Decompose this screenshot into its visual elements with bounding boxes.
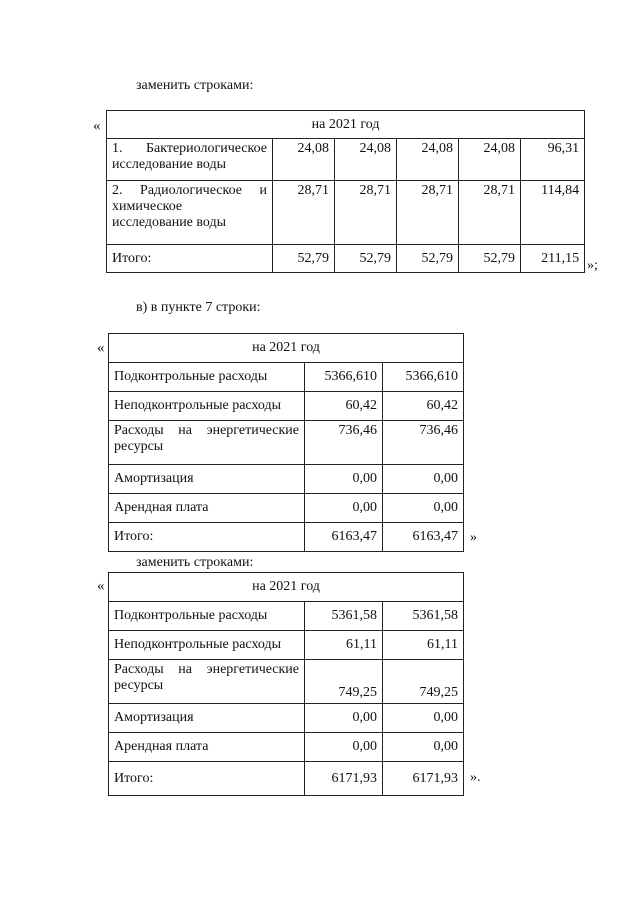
cell-value: 749,25: [305, 660, 383, 704]
table-row: [109, 733, 464, 762]
row-label: Итого:: [107, 245, 273, 273]
table-row: [109, 465, 464, 494]
cell-value: 24,08: [273, 139, 335, 181]
intro-line-3: заменить строками:: [136, 555, 254, 570]
table-1: [106, 110, 585, 273]
row-label: Амортизация: [109, 704, 305, 733]
table-row: [107, 245, 585, 273]
table-1-header: на 2021 год: [107, 111, 585, 139]
table-row: [109, 631, 464, 660]
cell-value: 52,79: [459, 245, 521, 273]
cell-value: 28,71: [273, 181, 335, 245]
cell-value: 24,08: [335, 139, 397, 181]
cell-value: 211,15: [521, 245, 585, 273]
cell-value: 96,31: [521, 139, 585, 181]
open-quote-2: «: [97, 340, 105, 356]
cell-value: 52,79: [335, 245, 397, 273]
cell-value: 0,00: [383, 494, 464, 523]
row-label: Расходы на энергетические ресурсы: [109, 421, 305, 465]
intro-line-1: заменить строками:: [136, 78, 254, 93]
cell-value: 736,46: [305, 421, 383, 465]
cell-value: 5361,58: [383, 602, 464, 631]
table-row: [109, 660, 464, 704]
table-row: [109, 602, 464, 631]
cell-value: 0,00: [305, 733, 383, 762]
cell-value: 0,00: [383, 465, 464, 494]
row-label: Неподконтрольные расходы: [109, 631, 305, 660]
open-quote-1: «: [93, 118, 101, 134]
cell-value: 0,00: [383, 733, 464, 762]
row-label: Арендная плата: [109, 494, 305, 523]
cell-value: 28,71: [335, 181, 397, 245]
table-row: [109, 494, 464, 523]
intro-line-2: в) в пункте 7 строки:: [136, 300, 261, 315]
table-row: [107, 181, 585, 245]
cell-value: 5361,58: [305, 602, 383, 631]
cell-value: 61,11: [383, 631, 464, 660]
row-label: 2. Радиологическое и химическое исследование воды: [107, 181, 273, 245]
cell-value: 60,42: [383, 392, 464, 421]
row-label: Итого:: [109, 523, 305, 552]
cell-value: 6171,93: [383, 762, 464, 796]
cell-value: 5366,610: [383, 363, 464, 392]
cell-value: 6163,47: [305, 523, 383, 552]
cell-value: 6171,93: [305, 762, 383, 796]
cell-value: 24,08: [397, 139, 459, 181]
cell-value: 28,71: [397, 181, 459, 245]
cell-value: 61,11: [305, 631, 383, 660]
row-label: Арендная плата: [109, 733, 305, 762]
table-3-header: на 2021 год: [109, 573, 464, 602]
cell-value: 749,25: [383, 660, 464, 704]
row-label: Подконтрольные расходы: [109, 602, 305, 631]
close-quote-3: ».: [470, 770, 481, 785]
open-quote-3: «: [97, 578, 105, 594]
close-quote-1: »;: [587, 258, 598, 273]
table-row: [109, 704, 464, 733]
cell-value: 0,00: [305, 465, 383, 494]
cell-value: 0,00: [305, 704, 383, 733]
row-label: Амортизация: [109, 465, 305, 494]
close-quote-2: »: [470, 530, 477, 545]
cell-value: 0,00: [383, 704, 464, 733]
cell-value: 52,79: [273, 245, 335, 273]
cell-value: 736,46: [383, 421, 464, 465]
cell-value: 24,08: [459, 139, 521, 181]
row-label: Итого:: [109, 762, 305, 796]
row-label: 1. Бактериологическое исследование воды: [107, 139, 273, 181]
row-label: Неподконтрольные расходы: [109, 392, 305, 421]
cell-value: 114,84: [521, 181, 585, 245]
cell-value: 5366,610: [305, 363, 383, 392]
cell-value: 28,71: [459, 181, 521, 245]
cell-value: 6163,47: [383, 523, 464, 552]
cell-value: 0,00: [305, 494, 383, 523]
table-row: [109, 421, 464, 465]
row-label: Расходы на энергетические ресурсы: [109, 660, 305, 704]
table-2-header: на 2021 год: [109, 334, 464, 363]
row-label: Подконтрольные расходы: [109, 363, 305, 392]
table-row: [109, 363, 464, 392]
table-row: [109, 523, 464, 552]
table-3: [108, 572, 464, 796]
table-row: [107, 139, 585, 181]
table-row: [109, 392, 464, 421]
cell-value: 60,42: [305, 392, 383, 421]
table-2: [108, 333, 464, 552]
cell-value: 52,79: [397, 245, 459, 273]
table-row: [109, 762, 464, 796]
